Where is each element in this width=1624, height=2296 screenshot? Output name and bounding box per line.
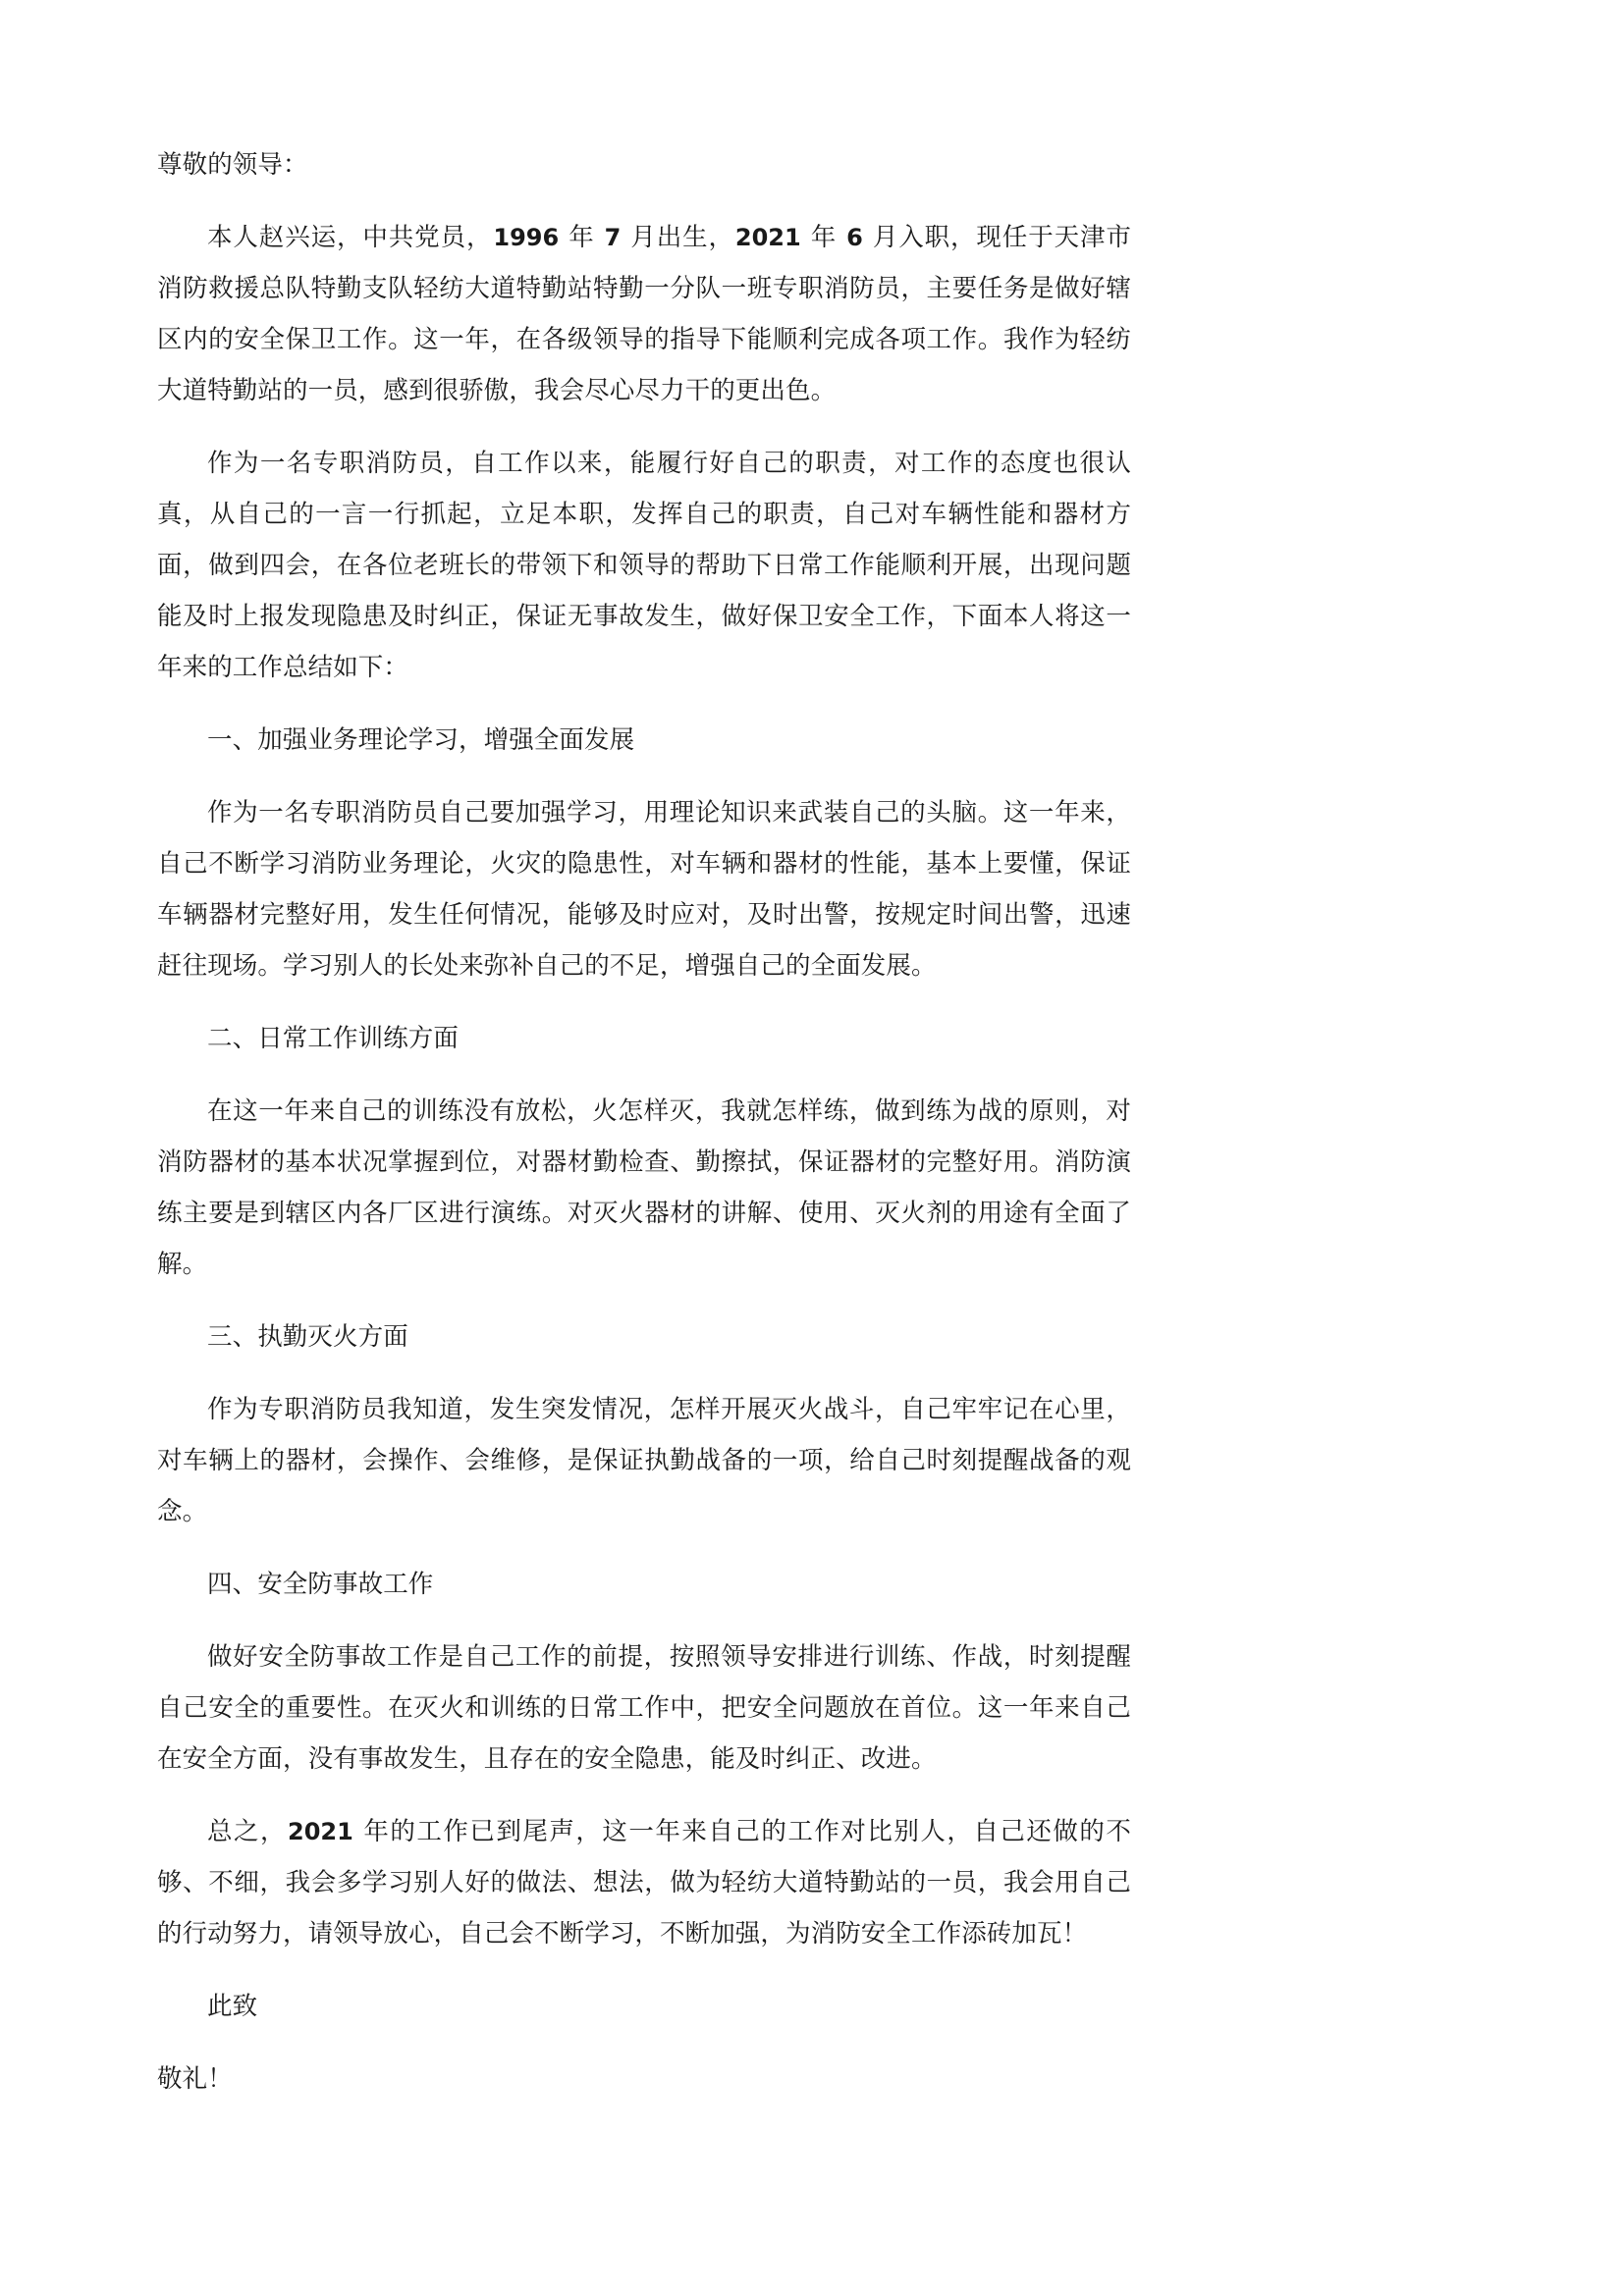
paragraph-intro: 本人赵兴运，中共党员，1996 年 7 月出生，2021 年 6 月入职，现任于天津市消防救援总队特勤支队轻纺大道特勤站特勤一分队一班专职消防员，主要任务是做好辖区内的安全保卫工作。这一年，在各级领导的指导下能顺利完成各项工作。我作为轻纺大道特勤站的一员，感到很骄傲，我会尽心尽力干的更出色。 <box>157 223 1131 405</box>
section-heading-1: 一、加强业务理论学习，增强全面发展 <box>207 725 635 755</box>
numeral: 6 <box>846 224 863 251</box>
section-heading-2: 二、日常工作训练方面 <box>207 1024 460 1053</box>
numeral: 2021 <box>288 1818 353 1845</box>
document-content <box>157 139 1131 2105</box>
section-heading-4: 四、安全防事故工作 <box>207 1570 434 1599</box>
paragraph-conclusion: 总之，2021 年的工作已到尾声，这一年来自己的工作对比别人，自己还做的不够、不细，我会多学习别人好的做法、想法，做为轻纺大道特勤站的一员，我会用自己的行动努力，请领导放心，自己会不断学习，不断加强，为消防安全工作添砖加瓦！ <box>157 1817 1131 1949</box>
numeral: 1996 <box>493 224 560 251</box>
section-body-1: 作为一名专职消防员自己要加强学习，用理论知识来武装自己的头脑。这一年来，自己不断学习消防业务理论，火灾的隐患性，对车辆和器材的性能，基本上要懂，保证车辆器材完整好用，发生任何情况，能够及时应对，及时出警，按规定时间出警，迅速赶往现场。学习别人的长处来弥补自己的不足，增强自己的全面发展。 <box>157 798 1131 981</box>
closing-jingli: 敬礼！ <box>157 2064 233 2094</box>
section-body-2: 在这一年来自己的训练没有放松，火怎样灭，我就怎样练，做到练为战的原则，对消防器材的基本状况掌握到位，对器材勤检查、勤擦拭，保证器材的完整好用。消防演练主要是到辖区内各厂区进行演练。对灭火器材的讲解、使用、灭火剂的用途有全面了解。 <box>157 1096 1131 1279</box>
salutation: 尊敬的领导： <box>157 150 308 180</box>
numeral: 7 <box>604 224 622 251</box>
section-body-3: 作为专职消防员我知道，发生突发情况，怎样开展灭火战斗，自己牢牢记在心里，对车辆上的器材，会操作、会维修，是保证执勤战备的一项，给自己时刻提醒战备的观念。 <box>157 1395 1131 1526</box>
section-body-4: 做好安全防事故工作是自己工作的前提，按照领导安排进行训练、作战，时刻提醒自己安全的重要性。在灭火和训练的日常工作中，把安全问题放在首位。这一年来自己在安全方面，没有事故发生，且存在的安全隐患，能及时纠正、改进。 <box>157 1642 1131 1774</box>
section-heading-3: 三、执勤灭火方面 <box>207 1322 408 1352</box>
numeral: 2021 <box>734 224 801 251</box>
paragraph-overview: 作为一名专职消防员，自工作以来，能履行好自己的职责，对工作的态度也很认真，从自己的一言一行抓起，立足本职，发挥自己的职责，自己对车辆性能和器材方面，做到四会，在各位老班长的带领下和领导的帮助下日常工作能顺利开展，出现问题能及时上报发现隐患及时纠正，保证无事故发生，做好保卫安全工作，下面本人将这一年来的工作总结如下： <box>157 449 1131 682</box>
closing-cizhi: 此致 <box>207 1992 258 2021</box>
